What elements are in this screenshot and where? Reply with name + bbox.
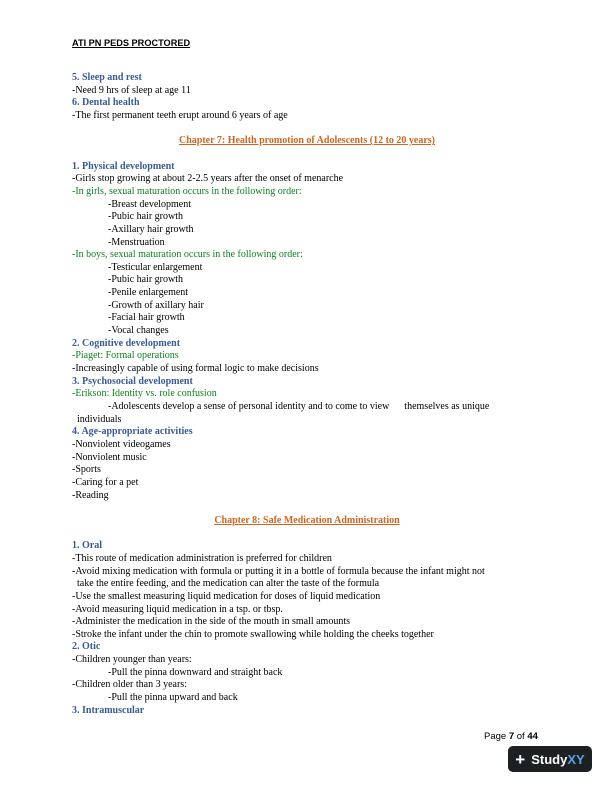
indented-item: -Adolescents develop a sense of personal identity and to come to view themselves as unique	[108, 401, 490, 413]
brand-xy: XY	[567, 751, 585, 767]
text-line: -Need 9 hrs of sleep at age 11	[72, 84, 191, 96]
plus-icon: +	[515, 749, 526, 769]
section-heading: 4. Age-appropriate activities	[72, 426, 193, 438]
text-line: -Children older than 3 years:	[72, 679, 187, 691]
text-line: -Reading	[72, 489, 109, 501]
section-heading: 3. Intramuscular	[72, 704, 145, 716]
indented-item: -Pubic hair growth	[108, 211, 183, 223]
indented-item: -Axillary hair growth	[108, 223, 194, 235]
section-heading: 2. Otic	[72, 641, 101, 653]
text-line: -Nonviolent videogames	[72, 439, 171, 450]
text-line: -Caring for a pet	[72, 476, 139, 488]
indented-item: -Menstruation	[108, 236, 165, 248]
indented-item: -Penile enlargement	[108, 287, 189, 299]
brand-study: Study	[531, 751, 568, 767]
green-note: -Erikson: Identity vs. role confusion	[72, 388, 217, 400]
text-line: -This route of medication administration is preferred for children	[72, 552, 332, 564]
section-heading: 1. Physical development	[72, 160, 175, 172]
text-line-continued: take the entire feeding, and the medication can alter the taste of the formula	[77, 578, 380, 590]
section-heading: 1. Oral	[72, 540, 102, 552]
section-heading: 3. Psychosocial development	[72, 375, 193, 387]
indented-item: -Facial hair growth	[108, 312, 185, 324]
text-line: -Increasingly capable of using formal logic to make decisions	[72, 363, 319, 375]
page-header: ATI PN PEDS PROCTORED	[72, 38, 191, 48]
green-note: -In girls, sexual maturation occurs in the following order:	[72, 185, 302, 197]
indented-item: -Breast development	[108, 198, 192, 210]
section-heading: 5. Sleep and rest	[72, 72, 142, 83]
text-line: -Girls stop growing at about 2-2.5 years after the onset of menarche	[72, 173, 344, 185]
text-line: -Sports	[72, 464, 101, 476]
text-line: -Avoid measuring liquid medication in a tsp. or tbsp.	[72, 603, 283, 615]
text-line: -The first permanent teeth erupt around 6 years of age	[72, 109, 288, 121]
studyxy-badge[interactable]	[508, 746, 592, 772]
indented-item: -Growth of axillary hair	[108, 299, 204, 311]
text-line: -Nonviolent music	[72, 451, 147, 463]
text-line: -Stroke the infant under the chin to promote swallowing while holding the cheeks together	[72, 628, 434, 640]
page-total: 44	[527, 731, 538, 742]
text-line: -Use the smallest measuring liquid medication for doses of liquid medication	[72, 590, 381, 602]
text-line: -Children younger than years:	[72, 654, 192, 666]
indented-item: -Testicular enlargement	[108, 261, 203, 273]
section-heading: 6. Dental health	[72, 97, 140, 109]
green-note: -In boys, sexual maturation occurs in the following order:	[72, 249, 303, 261]
chapter-title: Chapter 8: Safe Medication Administration	[214, 514, 400, 526]
chapter-title: Chapter 7: Health promotion of Adolescents (12 to 20 years)	[179, 135, 435, 147]
page-number	[484, 731, 538, 742]
text-line: -Administer the medication in the side of the mouth in small amounts	[72, 616, 351, 628]
page-word: Page	[484, 731, 507, 742]
text-line: -Avoid mixing medication with formula or putting it in a bottle of formula because the infant might not	[72, 565, 485, 577]
indented-item: -Pull the pinna upward and back	[108, 692, 238, 704]
green-note: -Piaget: Formal operations	[72, 350, 179, 362]
indented-item: -Vocal changes	[108, 325, 169, 337]
section-heading: 2. Cognitive development	[72, 337, 181, 349]
indented-item: -Pull the pinna downward and straight back	[108, 666, 283, 678]
of-word: of	[516, 731, 525, 742]
text-line-continued: individuals	[77, 413, 122, 425]
page-current: 7	[508, 731, 515, 742]
page-content	[72, 72, 542, 717]
indented-item: -Pubic hair growth	[108, 274, 183, 286]
